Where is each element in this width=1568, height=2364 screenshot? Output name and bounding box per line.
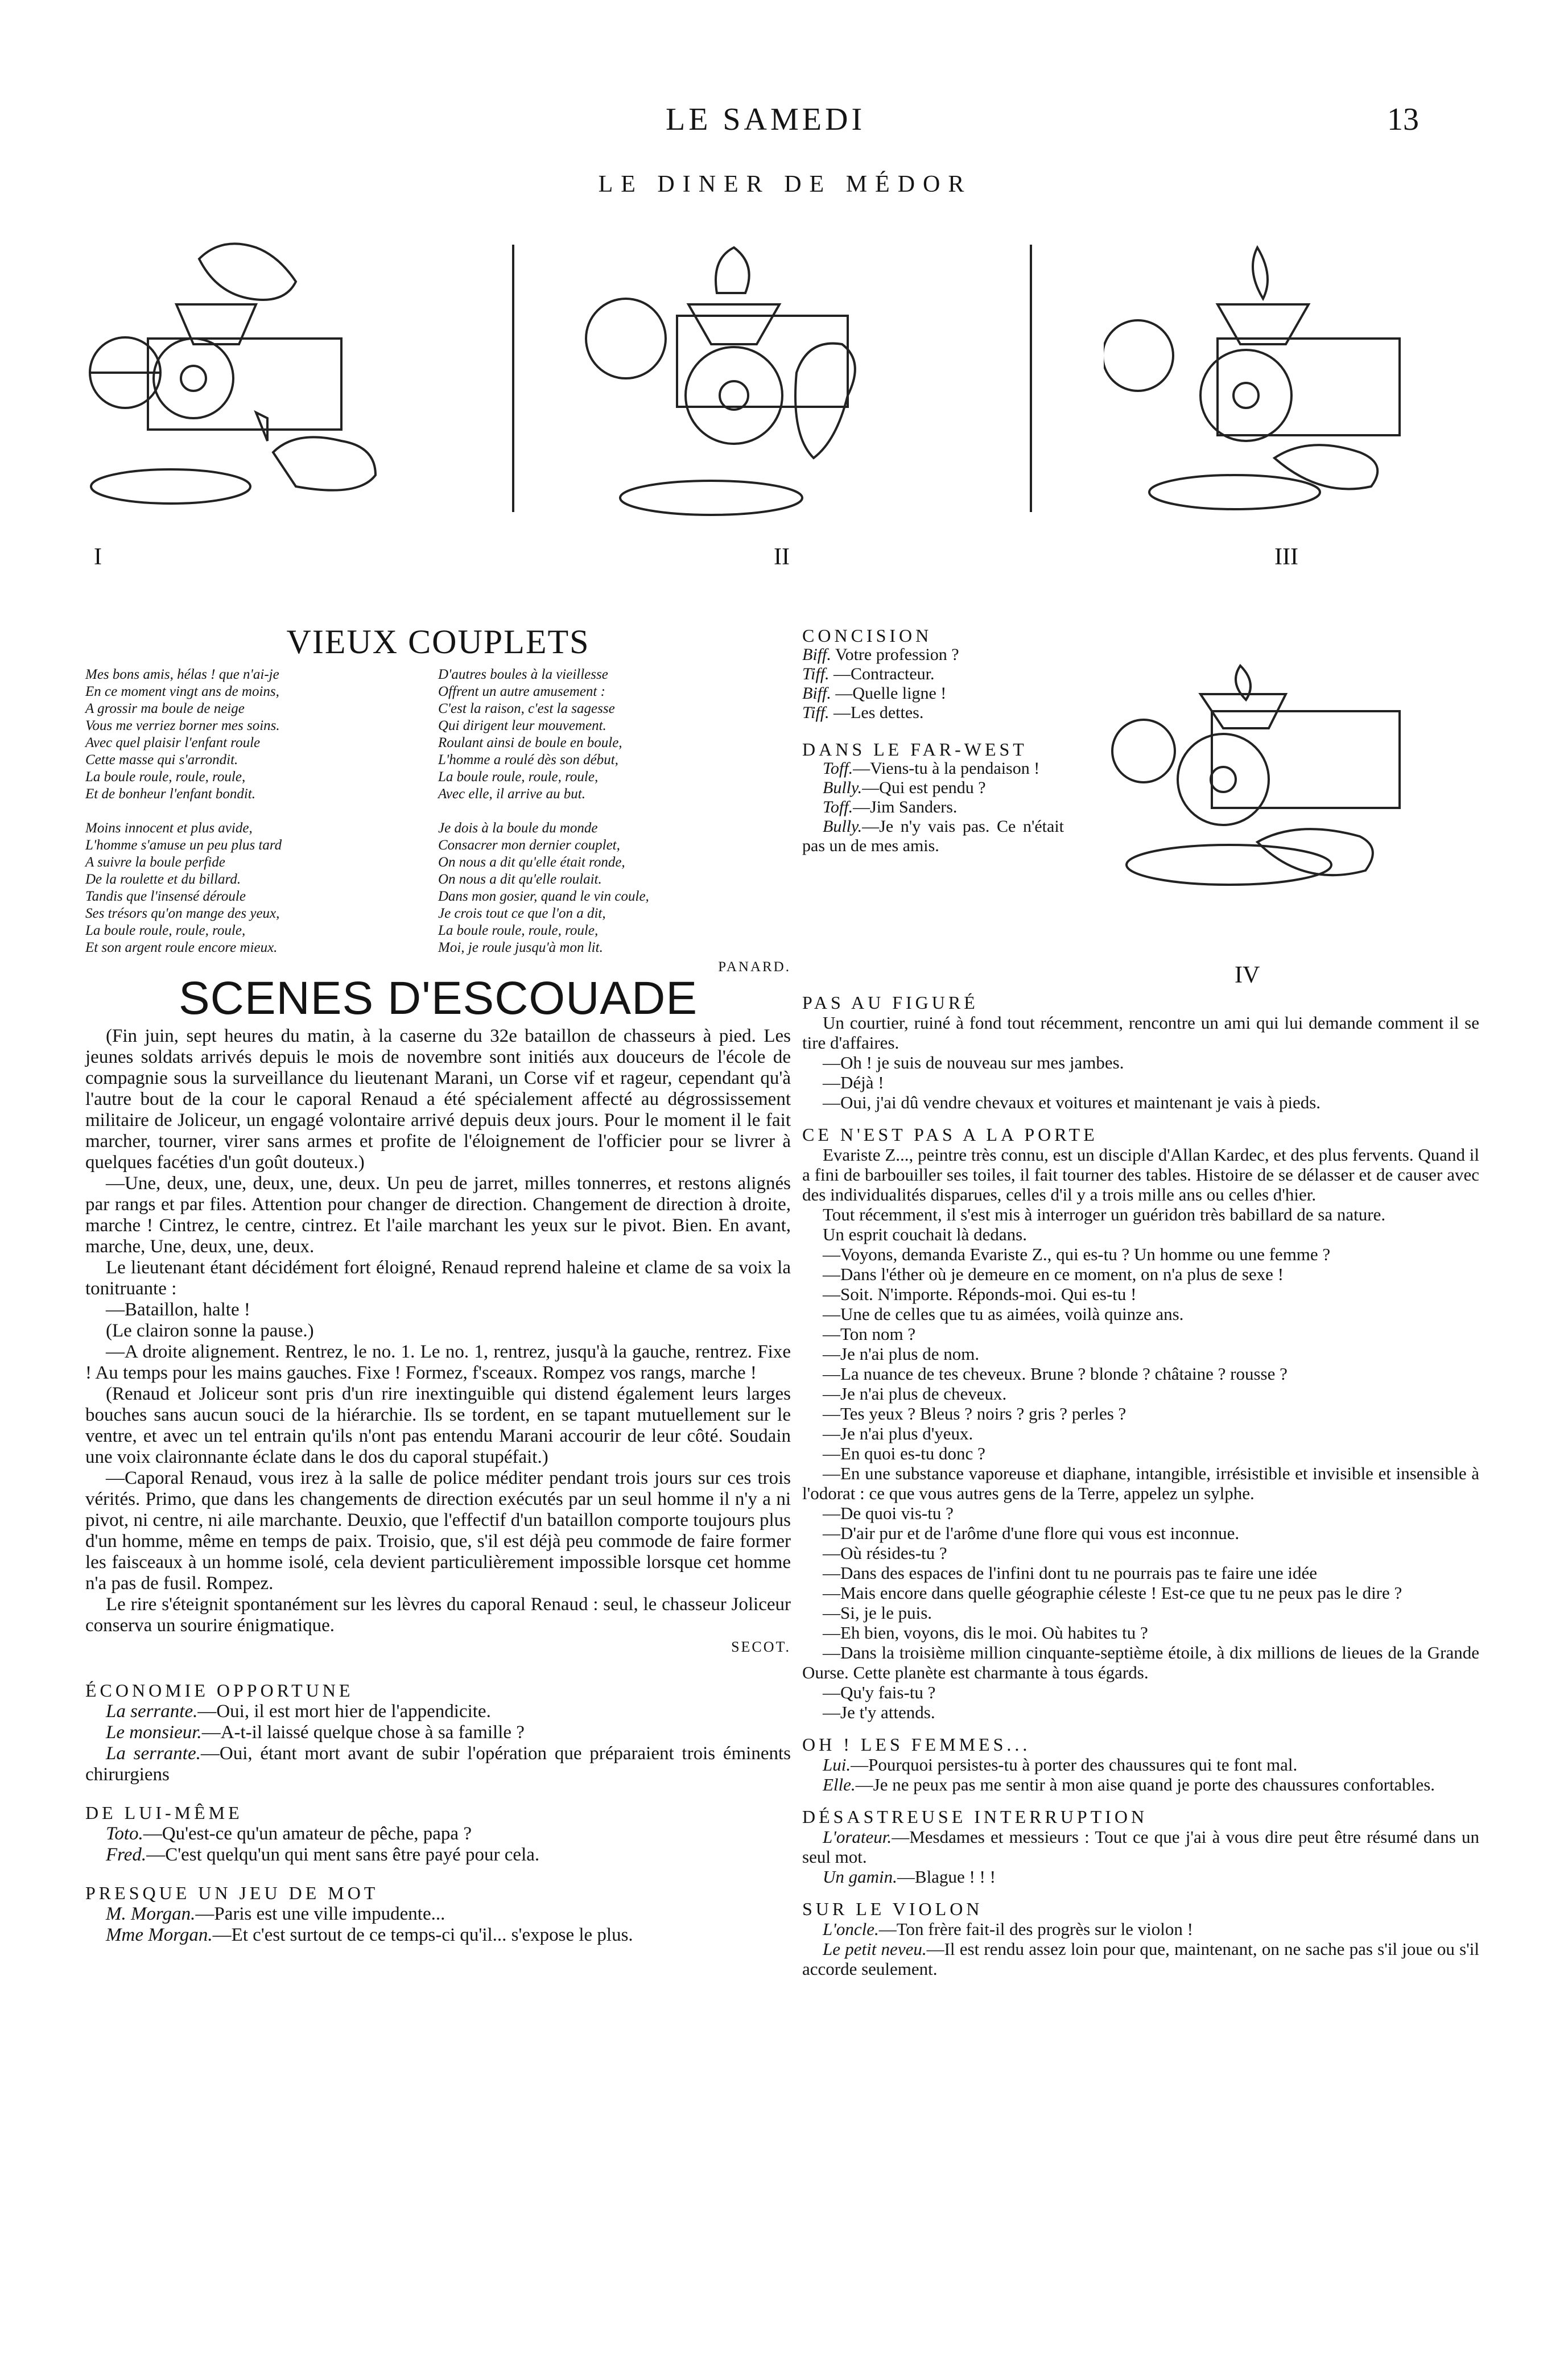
poem-line: Vous me verriez borner mes soins.: [85, 718, 280, 733]
speech: —Et c'est surtout de ce temps-ci qu'il... s'expose le plus.: [212, 1925, 633, 1945]
dialogue-line: [85, 1722, 791, 1743]
article-paragraph: —Caporal Renaud, vous irez à la salle de police méditer pendant trois jours sur ces trois vérités. Primo, que dans les changements de direction exécutés par un seul homme il n'y a ni pivot, ni centre, ni aile marchante. Deuxio, que l'effectif d'un bataillon comporte toujours plus d'un homme, même en temps de paix. Troisio, que, s'il est déjà peu commode de faire former les faisceaux à un homme isolé, cela devient particulièrement impossible lorsque cet homme n'a pas de fusil. Rompez.: [85, 1468, 791, 1594]
poem-body: [85, 666, 791, 956]
panel-numeral: IV: [1235, 962, 1260, 988]
speaker: Biff.: [802, 684, 831, 703]
article-paragraph: Tout récemment, il s'est mis à interroger un guéridon très babillard de sa nature.: [823, 1204, 1386, 1224]
speaker: L'orateur.: [823, 1827, 892, 1847]
speaker: Lui.: [823, 1755, 851, 1775]
poem-line: La boule roule, roule, roule,: [438, 769, 599, 785]
speech: —Paris est une ville impudente...: [195, 1904, 445, 1924]
comic-panel-1: [85, 225, 404, 570]
section-presque: [85, 1883, 791, 1946]
section-title: PAS AU FIGURÉ: [802, 992, 979, 1013]
poem-line: On nous a dit qu'elle était ronde,: [438, 855, 625, 870]
article-signature: SECOT.: [731, 1639, 791, 1655]
dialogue-line: [85, 1904, 791, 1925]
speech: —C'est quelqu'un qui ment sans être payé pour cela.: [146, 1845, 540, 1865]
poem-title: VIEUX COUPLETS: [286, 623, 590, 661]
article-paragraph: —De quoi vis-tu ?: [823, 1503, 954, 1523]
speaker: Mme Morgan.: [106, 1925, 213, 1945]
panel-numeral: II: [774, 544, 790, 570]
dialogue-line: [802, 1775, 1479, 1794]
article-paragraph: (Le clairon sonne la pause.): [106, 1321, 314, 1341]
speaker: La serrante.: [106, 1701, 198, 1722]
page-number: 13: [1387, 102, 1419, 137]
article-paragraph: —Dans des espaces de l'infini dont tu ne pourrais pas te faire une idée: [823, 1563, 1317, 1583]
comic-title: LE DINER DE MÉDOR: [598, 171, 972, 197]
poem-line: Je dois à la boule du monde: [438, 820, 598, 836]
article-paragraph: —D'air pur et de l'arôme d'une flore qui vous est inconnue.: [823, 1523, 1240, 1543]
article-paragraph: (Fin juin, sept heures du matin, à la caserne du 32e bataillon de chasseurs à pied. Les jeunes soldats arrivés depuis le mois de novembre sont initiés aux douceurs de l'école de compagnie sous la surveillance du lieutenant Marani, un Corse vif et rageur, cependant qu'à l'autre bout de la cour le caporal Renaud a été spécialement affecté au dégrossissement militaire de Joliceur, un engagé volontaire arrivé depuis deux jours. Pour le moment il le fait marcher, tourner, virer sans armes et profite de l'éloignement de l'officier pour se livrer à quelques facéties d'un goût douteux.): [85, 1026, 791, 1173]
speech: —Jim Sanders.: [853, 798, 958, 816]
sausage-machine-illustration: [580, 225, 899, 526]
speech: —Il est rendu assez loin pour que, maintenant, on ne sache pas s'il joue ou s'il accorde seulement.: [802, 1939, 1479, 1979]
speaker: Toto.: [106, 1823, 143, 1844]
speaker: Bully.: [823, 778, 863, 797]
poem-line: On nous a dit qu'elle roulait.: [438, 872, 602, 887]
article-body: [85, 1026, 791, 1636]
section-title: SUR LE VIOLON: [802, 1899, 983, 1919]
section-title: ÉCONOMIE OPPORTUNE: [85, 1680, 354, 1701]
speech: Votre profession ?: [835, 645, 959, 664]
dialogue-line: [802, 1755, 1479, 1775]
poem-line: Tandis que l'insensé déroule: [85, 889, 246, 904]
poem-line: Et de bonheur l'enfant bondit.: [85, 786, 256, 802]
article-paragraph: —Oui, j'ai dû vendre chevaux et voitures et maintenant je vais à pieds.: [823, 1092, 1321, 1112]
speech: —Qu'est-ce qu'un amateur de pêche, papa ?: [143, 1823, 472, 1844]
dialogue-line: [802, 645, 1064, 665]
poem-line: L'homme a roulé dès son début,: [438, 752, 618, 768]
poem-line: Dans mon gosier, quand le vin coule,: [438, 889, 649, 904]
article-paragraph: —Oh ! je suis de nouveau sur mes jambes.: [823, 1053, 1124, 1072]
article-paragraph: —Ton nom ?: [823, 1324, 916, 1344]
article-paragraph: —En quoi es-tu donc ?: [823, 1443, 985, 1463]
speech: —Viens-tu à la pendaison !: [853, 759, 1040, 778]
poem-line: A suivre la boule perfide: [85, 855, 225, 870]
section-economie: [85, 1680, 791, 1785]
speaker: La serrante.: [106, 1743, 201, 1764]
speech: —Mesdames et messieurs : Tout ce que j'ai à vous dire peut être résumé dans un seul mot.: [802, 1827, 1479, 1867]
poem-line: Et son argent roule encore mieux.: [85, 940, 278, 955]
section-title: PRESQUE UN JEU DE MOT: [85, 1883, 379, 1903]
article-paragraph: —En une substance vaporeuse et diaphane, intangible, irrésistible et invisible et insensible à l'odorat : ce que vous autres gens de la Terre, appelez un sylphe.: [802, 1463, 1479, 1503]
panel-divider: [1030, 245, 1032, 512]
article-paragraph: —Une, deux, une, deux, une, deux. Un peu de jarret, milles tonnerres, et restons alignés par rangs et par files. Attention pour changer de direction. Changement de direction à droite, marche ! Cintrez, le centre, cintrez. Et l'aile marchant les yeux sur le pivot. Bien. En avant, marche, Une, deux, une, deux.: [85, 1173, 791, 1257]
speaker: Toff.: [823, 798, 853, 816]
poem-line: En ce moment vingt ans de moins,: [85, 684, 279, 699]
article-paragraph: Evariste Z..., peintre très connu, est un disciple d'Allan Kardec, et des plus fervents. Quand il a fini de barbouiller ses toiles, il fait tourner des tables. Histoire de se délasser et de causer avec des individualités disparues, celles d'il y a trois mille ans ou celles d'hier.: [802, 1145, 1479, 1204]
dialogue-line: [85, 1823, 791, 1845]
article-paragraph: —Dans la troisième million cinquante-septième étoile, à dix millions de lieues de la Grande Ourse. Cette planète est charmante à tous égards.: [802, 1643, 1479, 1682]
poem-signature: PANARD.: [718, 959, 791, 975]
article-paragraph: —Si, je le puis.: [823, 1603, 932, 1623]
speaker: Bully.: [823, 817, 863, 836]
poem-line: Avec elle, il arrive au but.: [438, 786, 585, 802]
poem-line: Offrent un autre amusement :: [438, 684, 605, 699]
poem-left-stanzas: [85, 666, 427, 956]
speech: —Contracteur.: [833, 665, 935, 683]
section-title: DANS LE FAR-WEST: [802, 739, 1028, 760]
speech: —Blague ! ! !: [897, 1867, 996, 1887]
dialogue-line: [802, 665, 1064, 684]
poem-right-stanzas: [438, 666, 779, 956]
dialogue-line: [802, 798, 1064, 817]
article-title: SCENES D'ESCOUADE: [178, 972, 698, 1024]
right-column-top: [802, 626, 1064, 856]
dialogue-line: [802, 778, 1064, 798]
article-paragraph: —Tes yeux ? Bleus ? noirs ? gris ? perles ?: [823, 1404, 1127, 1424]
article-paragraph: Un esprit couchait là dedans.: [823, 1224, 1027, 1244]
speech: —Les dettes.: [833, 703, 924, 722]
poem-line: Avec quel plaisir l'enfant roule: [85, 735, 261, 750]
article-paragraph: —Je n'ai plus d'yeux.: [823, 1424, 973, 1443]
section-title: CE N'EST PAS A LA PORTE: [802, 1124, 1098, 1145]
section-title: CONCISION: [802, 625, 932, 646]
article-paragraph: —Déjà !: [823, 1072, 884, 1092]
article-paragraph: —Voyons, demanda Evariste Z., qui es-tu ? Un homme ou une femme ?: [823, 1244, 1331, 1264]
article-paragraph: Le lieutenant étant décidément fort éloigné, Renaud reprend haleine et clame de sa voix la tonitruante :: [85, 1257, 791, 1299]
speaker: M. Morgan.: [106, 1904, 196, 1924]
sausage-machine-illustration: [1104, 225, 1422, 526]
dialogue-line: [85, 1925, 791, 1946]
poem-line: La boule roule, roule, roule,: [438, 923, 599, 938]
article-paragraph: —Je n'ai plus de nom.: [823, 1344, 980, 1364]
article-paragraph: Un courtier, ruiné à fond tout récemment, rencontre un ami qui lui demande comment il se tire d'affaires.: [802, 1013, 1479, 1053]
dialogue-line: [802, 759, 1064, 778]
poem-line: La boule roule, roule, roule,: [85, 769, 246, 785]
dialogue-line: [85, 1701, 791, 1722]
speaker: Fred.: [106, 1845, 147, 1865]
article-paragraph: —Mais encore dans quelle géographie céleste ! Est-ce que tu ne peux pas le dire ?: [823, 1583, 1402, 1603]
dialogue-line: [802, 1827, 1479, 1867]
dialogue-line: [802, 703, 1064, 723]
comic-panel-4: [1109, 654, 1417, 988]
article-paragraph: —Qu'y fais-tu ?: [823, 1682, 936, 1702]
speaker: Tiff.: [802, 703, 830, 722]
newspaper-title: LE SAMEDI: [666, 102, 866, 137]
speaker: Le monsieur.: [106, 1722, 202, 1743]
dialogue-line: [85, 1845, 791, 1866]
article-paragraph: (Renaud et Joliceur sont pris d'un rire inextinguible qui distend également leurs larges bouches sans aucun souci de la hiérarchie. Ils se tordent, en se tapant mutuellement sur le ventre, et avec un tel entrain qu'ils n'ont pas entendu Marani accourir de leur côté. Soudain une voix claironnante éclate dans le dos du caporal stupéfait.): [85, 1384, 791, 1467]
section-lui-meme: [85, 1802, 791, 1866]
article-paragraph: —Eh bien, voyons, dis le moi. Où habites tu ?: [823, 1623, 1148, 1643]
speaker: L'oncle.: [823, 1919, 879, 1939]
dialogue-line: [802, 817, 1064, 856]
speaker: Biff.: [802, 645, 831, 664]
poem-line: Qui dirigent leur mouvement.: [438, 718, 606, 733]
poem-line: Moi, je roule jusqu'à mon lit.: [438, 940, 603, 955]
article-paragraph: —Je n'ai plus de cheveux.: [823, 1384, 1007, 1404]
speech: —Qui est pendu ?: [862, 778, 986, 797]
dialogue-line: [802, 1867, 1479, 1887]
speech: —Ton frère fait-il des progrès sur le violon !: [878, 1919, 1193, 1939]
poem-line: La boule roule, roule, roule,: [85, 923, 246, 938]
poem-line: Je crois tout ce que l'on a dit,: [438, 906, 606, 921]
poem-line: C'est la raison, c'est la sagesse: [438, 701, 615, 716]
sausage-machine-illustration: [85, 225, 404, 526]
poem-line: A grossir ma boule de neige: [85, 701, 245, 716]
poem-line: L'homme s'amuse un peu plus tard: [85, 837, 282, 853]
right-column: [802, 993, 1479, 1979]
poem-line: Mes bons amis, hélas ! que n'ai-je: [85, 667, 279, 682]
speaker: Tiff.: [802, 665, 830, 683]
panel-numeral: I: [94, 544, 102, 570]
comic-panel-3: [1104, 225, 1422, 570]
section-title: OH ! LES FEMMES...: [802, 1734, 1031, 1755]
poem-line: Consacrer mon dernier couplet,: [438, 837, 620, 853]
panel-divider: [512, 245, 514, 512]
article-paragraph: —Bataillon, halte !: [106, 1299, 250, 1320]
speech: —Oui, étant mort avant de subir l'opération que préparaient trois éminents chirurgiens: [85, 1743, 791, 1785]
article-paragraph: Le rire s'éteignit spontanément sur les lèvres du caporal Renaud : seul, le chasseur Joliceur conserva un sourire énigmatique.: [85, 1594, 791, 1636]
dialogue-line: [802, 1919, 1479, 1939]
poem-line: D'autres boules à la vieillesse: [438, 667, 608, 682]
dialogue-line: [802, 1939, 1479, 1979]
article-paragraph: —Où résides-tu ?: [823, 1543, 947, 1563]
speech: —Je n'y vais pas. Ce n'était pas un de mes amis.: [802, 817, 1064, 855]
poem-line: De la roulette et du billard.: [85, 872, 241, 887]
article-paragraph: —La nuance de tes cheveux. Brune ? blonde ? châtaine ? rousse ?: [823, 1364, 1288, 1384]
poem-line: Roulant ainsi de boule en boule,: [438, 735, 622, 750]
article-paragraph: —Je t'y attends.: [823, 1702, 935, 1722]
comic-panel-2: [580, 225, 899, 570]
poem-line: Cette masse qui s'arrondit.: [85, 752, 238, 768]
poem-line: Ses trésors qu'on mange des yeux,: [85, 906, 280, 921]
masthead: [0, 101, 1568, 147]
section-title: DÉSASTREUSE INTERRUPTION: [802, 1806, 1148, 1827]
speaker: Toff.: [823, 759, 853, 778]
speech: —A-t-il laissé quelque chose à sa famille ?: [201, 1722, 525, 1743]
dialogue-line: [802, 684, 1064, 703]
dialogue-line: [85, 1743, 791, 1785]
left-column: [85, 623, 791, 1946]
article-paragraph: —Dans l'éther où je demeure en ce moment, on n'a plus de sexe !: [823, 1264, 1284, 1284]
speech: —Quelle ligne !: [835, 684, 947, 703]
panel-numeral: III: [1274, 544, 1298, 570]
speech: —Oui, il est mort hier de l'appendicite.: [197, 1701, 491, 1722]
speaker: Le petit neveu.: [823, 1939, 927, 1959]
article-paragraph: —Soit. N'importe. Réponds-moi. Qui es-tu !: [823, 1284, 1137, 1304]
speaker: Un gamin.: [823, 1867, 897, 1887]
speech: —Je ne peux pas me sentir à mon aise quand je porte des chaussures confortables.: [855, 1775, 1435, 1794]
sausage-machine-illustration: [1109, 654, 1417, 899]
article-paragraph: —Une de celles que tu as aimées, voilà quinze ans.: [823, 1304, 1184, 1324]
article-paragraph: —A droite alignement. Rentrez, le no. 1. Le no. 1, rentrez, jusqu'à la gauche, rentrez. Fixe ! Au temps pour les mains gauches. Fixe ! Formez, f'sceaux. Rompez vos rangs, marche !: [85, 1342, 791, 1383]
speaker: Elle.: [823, 1775, 856, 1794]
section-title: DE LUI-MÊME: [85, 1802, 243, 1823]
poem-line: Moins innocent et plus avide,: [85, 820, 253, 836]
speech: —Pourquoi persistes-tu à porter des chaussures qui te font mal.: [851, 1755, 1298, 1775]
